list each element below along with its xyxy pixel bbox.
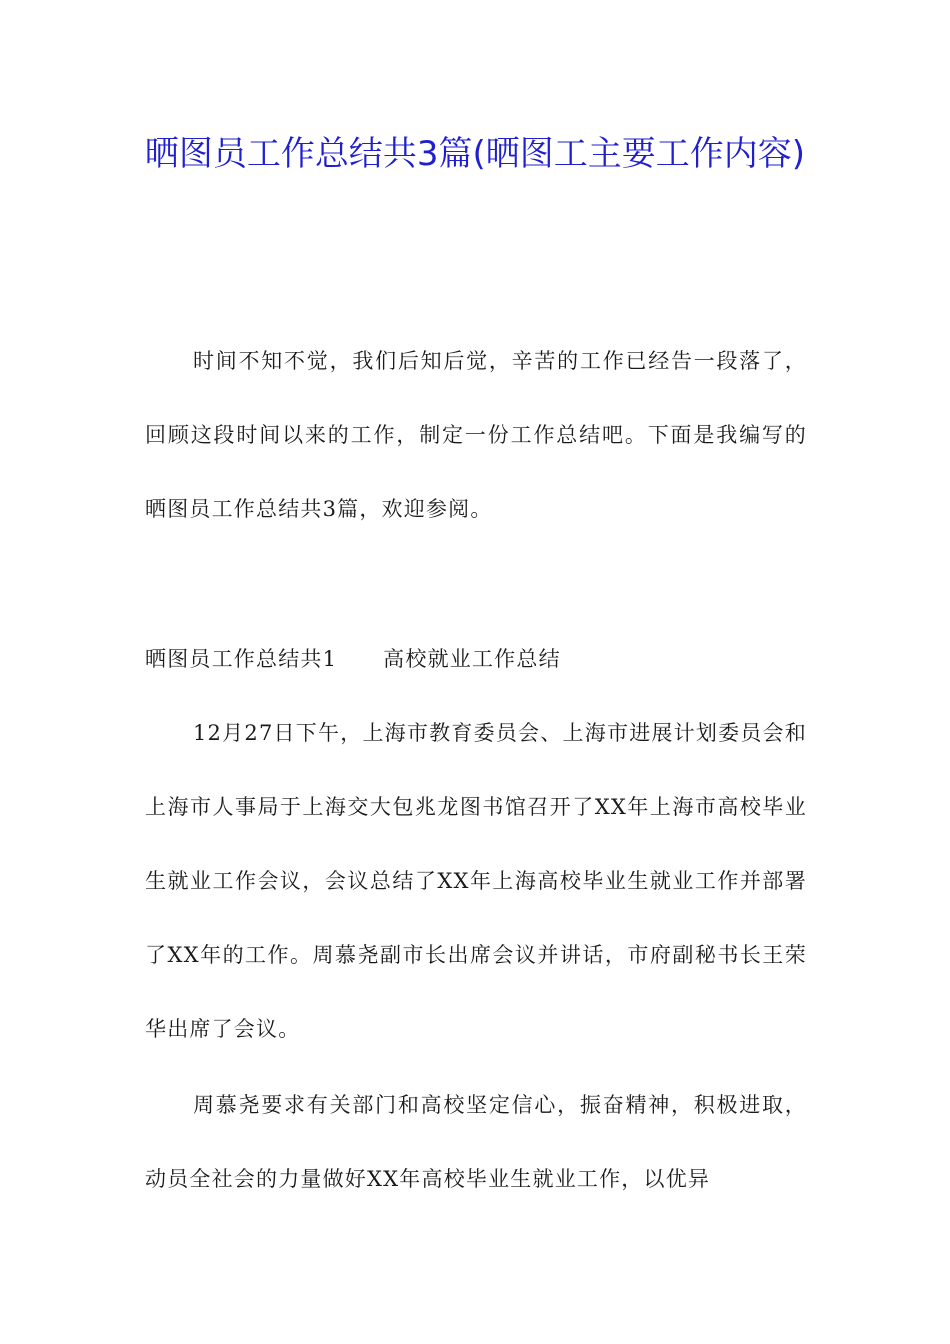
body-paragraph-1: 12月27日下午，上海市教育委员会、上海市进展计划委员会和上海市人事局于上海交大包兆龙图书馆召开了XX年上海市高校毕业生就业工作会议，会议总结了XX年上海高校毕业生就业工作并部署了XX年的工作。周慕尧副市长出席会议并讲话，市府副秘书长王荣华出席了会议。 [145, 721, 807, 1041]
section-label: 晒图员工作总结共1 [145, 647, 338, 671]
section-subtitle: 高校就业工作总结 [383, 647, 561, 671]
intro-paragraph: 时间不知不觉，我们后知后觉，辛苦的工作已经告一段落了，回顾这段时间以来的工作，制定一份工作总结吧。下面是我编写的晒图员工作总结共3篇，欢迎参阅。 [145, 349, 807, 521]
section-heading [145, 622, 561, 696]
document-title: 晒图员工作总结共3篇(晒图工主要工作内容) [144, 134, 806, 174]
body-paragraph-2: 周慕尧要求有关部门和高校坚定信心，振奋精神，积极进取，动员全社会的力量做好XX年高校毕业生就业工作，以优异 [145, 1093, 807, 1191]
